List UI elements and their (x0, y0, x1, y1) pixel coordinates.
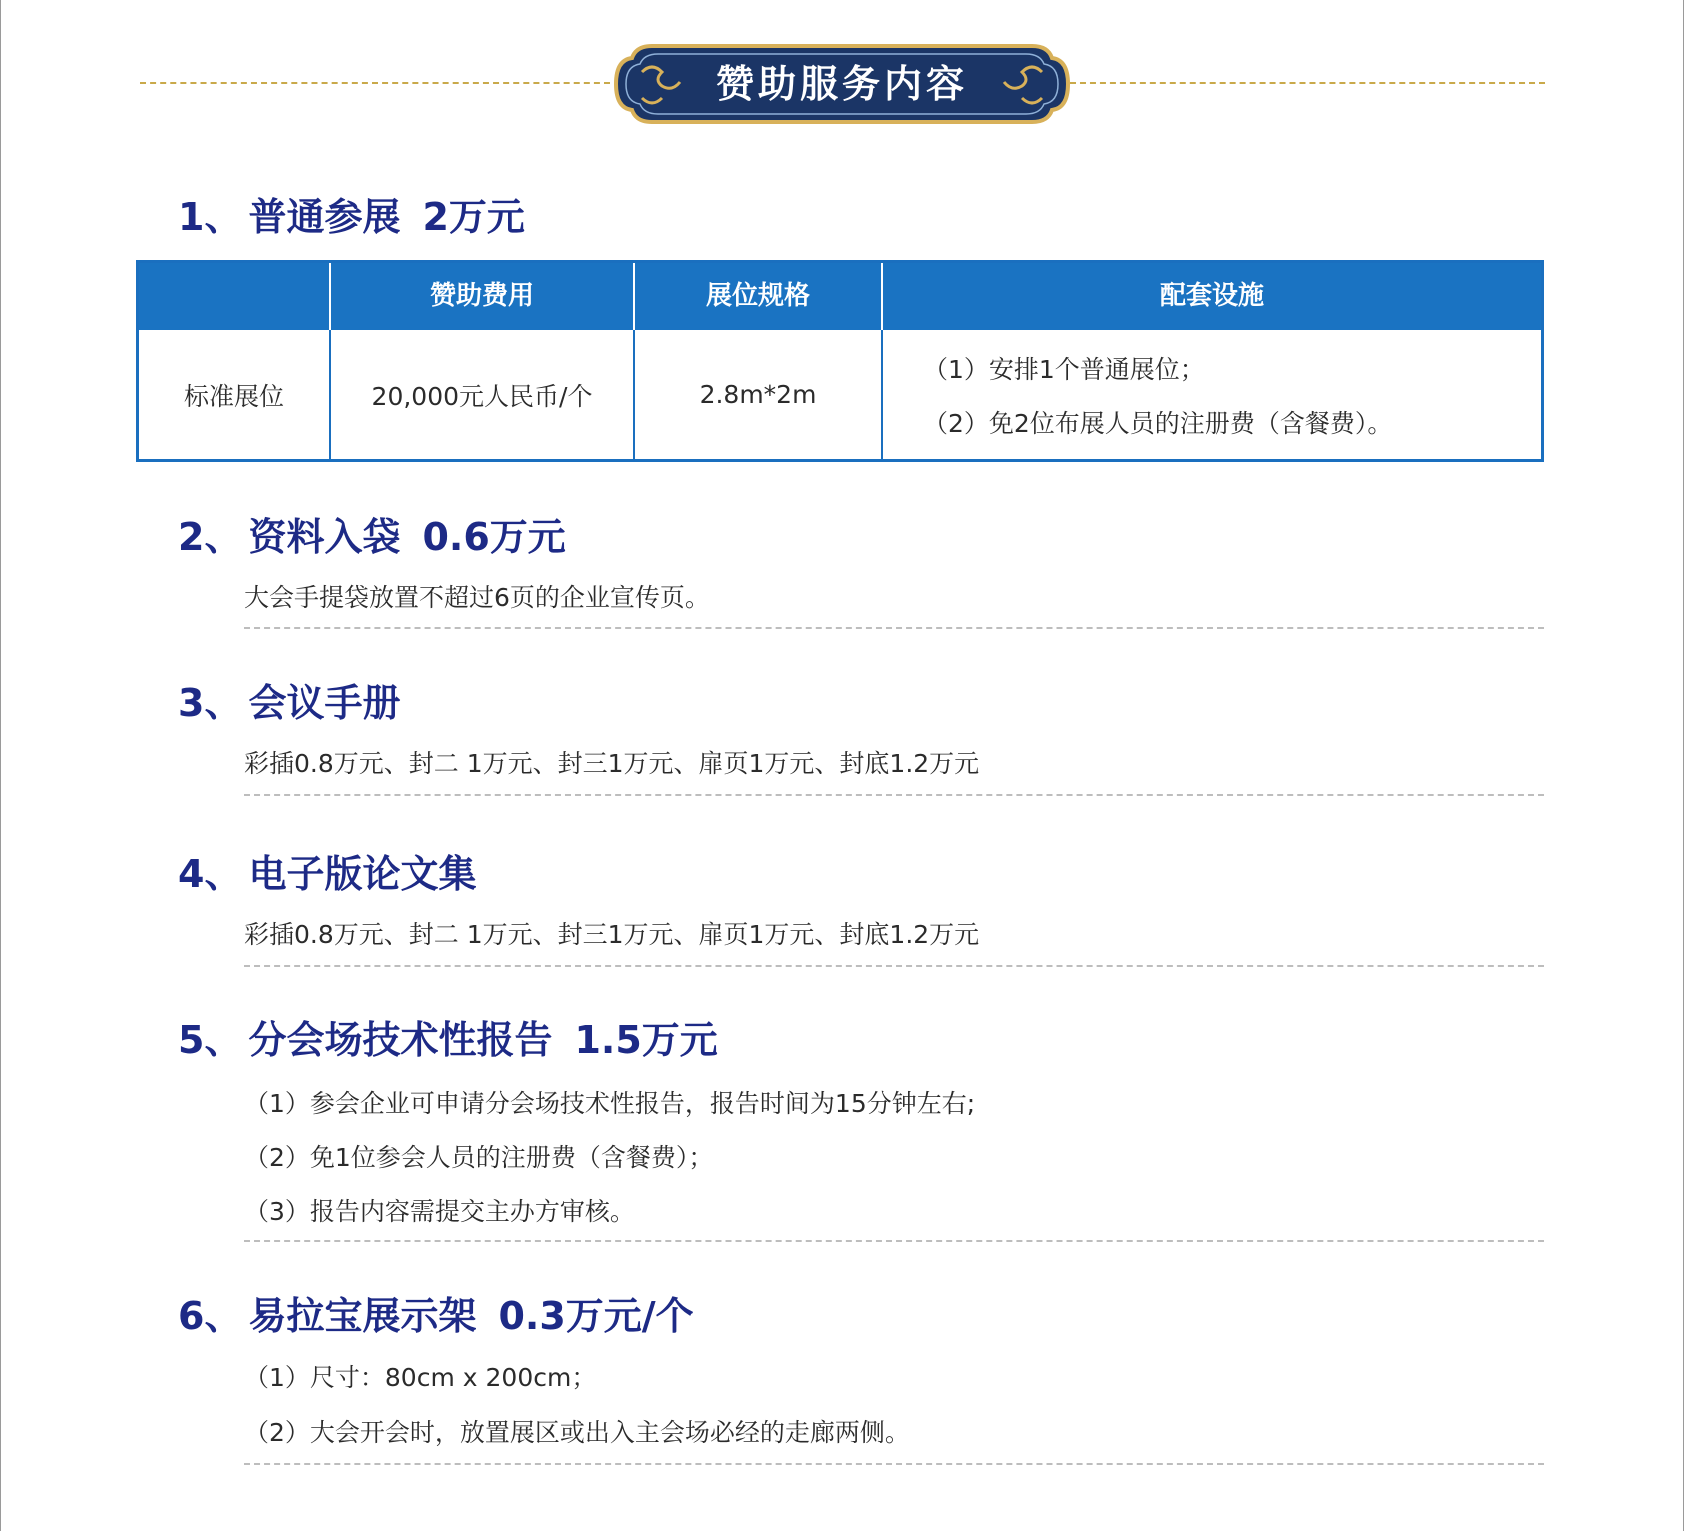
section-name: 资料入袋 (248, 515, 401, 559)
dashed-divider (244, 627, 1544, 629)
table-header-facilities: 配套设施 (1159, 281, 1264, 311)
table-cell-size: 2.8m*2m (699, 380, 817, 409)
section-number: 1、 (178, 195, 243, 239)
facility-line: （2）免2位布展人员的注册费（含餐费）。 (923, 409, 1393, 438)
table-header-size: 展位规格 (705, 281, 810, 311)
section-name: 会议手册 (248, 681, 401, 725)
dashed-divider (244, 965, 1544, 967)
section-line: 大会手提袋放置不超过6页的企业宣传页。 (244, 583, 710, 612)
facility-line: （1）安排1个普通展位； (923, 355, 1205, 384)
section-number: 4、 (178, 852, 243, 896)
section-number: 3、 (178, 681, 243, 725)
section-price: 0.3万元/个 (498, 1294, 694, 1338)
section-line: （3）报告内容需提交主办方审核。 (244, 1197, 635, 1226)
table-cell-type: 标准展位 (183, 381, 284, 411)
header-badge (612, 42, 1072, 126)
table-header-divider (881, 263, 883, 330)
table-header-blank (139, 263, 329, 330)
dashed-divider (244, 1463, 1544, 1465)
section-name: 易拉宝展示架 (248, 1294, 477, 1338)
page-title: 赞助服务内容 (715, 61, 968, 106)
table-cell-facilities (883, 330, 1541, 459)
table-header-divider (633, 263, 635, 330)
table-header-divider (329, 263, 331, 330)
section-line: 彩插0.8万元、封二 1万元、封三1万元、扉页1万元、封底1.2万元 (244, 749, 980, 778)
section-number: 6、 (178, 1294, 243, 1338)
section-line: 彩插0.8万元、封二 1万元、封三1万元、扉页1万元、封底1.2万元 (244, 920, 980, 949)
section-title-3 (178, 672, 400, 727)
section-title-2 (178, 506, 566, 561)
table-header-fee: 赞助费用 (429, 281, 534, 311)
section-line: （1）参会企业可申请分会场技术性报告，报告时间为15分钟左右; (244, 1089, 976, 1118)
section-line: （1）尺寸：80cm x 200cm； (244, 1363, 597, 1392)
section-title-1 (178, 186, 525, 241)
section-price: 1.5万元 (574, 1018, 718, 1062)
section-title-5 (178, 1009, 718, 1064)
section-number: 2、 (178, 515, 243, 559)
section-price: 0.6万元 (422, 515, 566, 559)
section-price: 2万元 (422, 195, 525, 239)
dashed-divider (244, 1240, 1544, 1242)
section-line: （2）大会开会时，放置展区或出入主会场必经的走廊两侧。 (244, 1418, 910, 1447)
section-number: 5、 (178, 1018, 243, 1062)
table-cell-fee: 20,000元人民币/个 (371, 381, 593, 411)
header-dashed-rule-right (1070, 82, 1545, 84)
page-left-border (0, 0, 1, 1531)
section-title-4 (178, 843, 476, 898)
section-title-6 (178, 1285, 694, 1340)
dashed-divider (244, 794, 1544, 796)
section-name: 普通参展 (248, 195, 401, 239)
section-name: 电子版论文集 (248, 852, 477, 896)
section-line: （2）免1位参会人员的注册费（含餐费）； (244, 1143, 714, 1172)
section-name: 分会场技术性报告 (248, 1018, 553, 1062)
header-dashed-rule-left (140, 82, 610, 84)
booth-table (136, 260, 1544, 462)
